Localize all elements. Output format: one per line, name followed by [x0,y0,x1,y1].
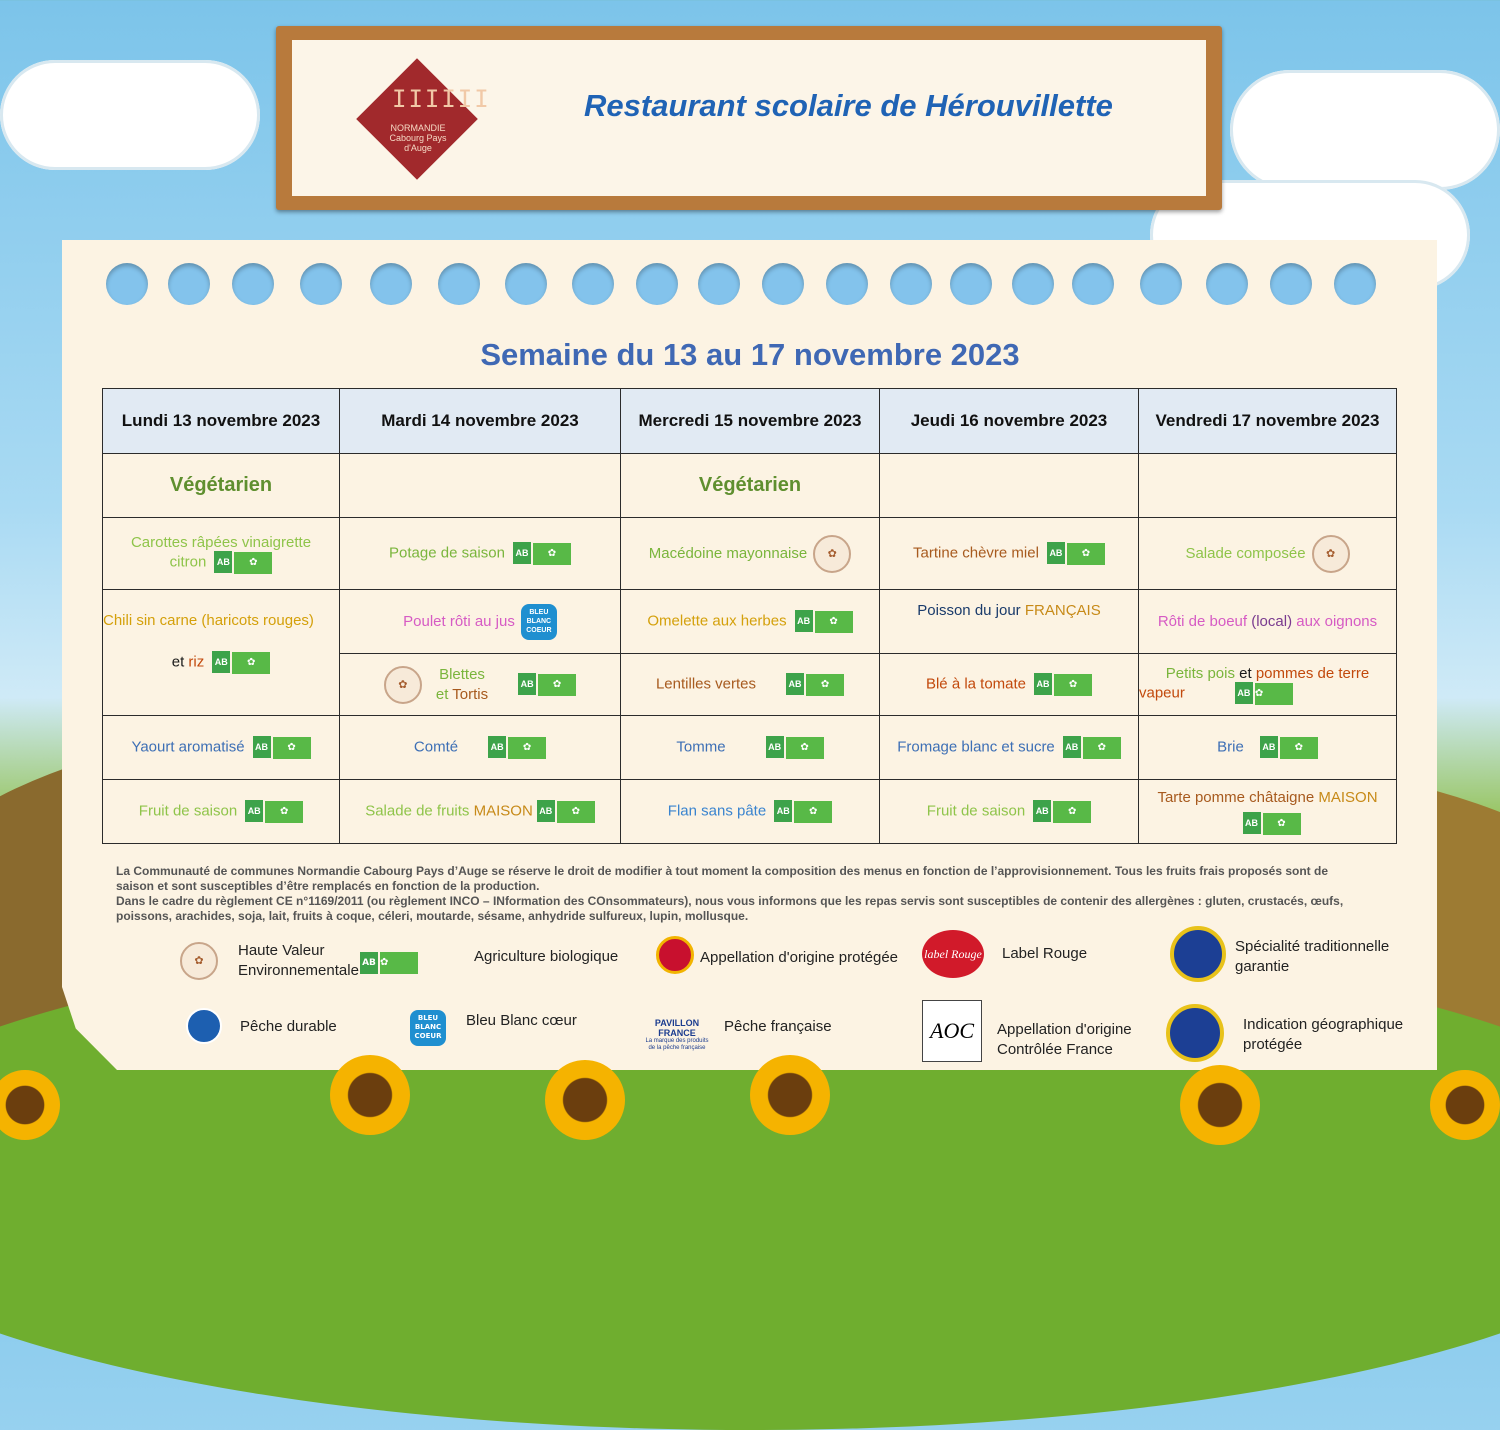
dish: Salade de fruits [365,802,470,820]
vegetarian-label [621,454,880,518]
binder-hole [636,263,678,305]
main-cell [1139,590,1397,654]
note-paragraph: La Communauté de communes Normandie Cabourg Pays d’Auge se réserve le droit de modifier à tout moment la composition des menus en fonction de l’approvisionnement. Tous les fruits frais proposés sont de saison et sont susceptibles d’être remplacés en fonction de la production. [116,864,1328,893]
binder-hole [232,263,274,305]
vegetarian-text: Végétarien [698,474,802,496]
ab-organic-icon: AB ✿ [360,950,418,974]
binder-hole [300,263,342,305]
dish: Rôti de boeuf [1157,613,1248,630]
dish: Fruit de saison [138,802,238,820]
dish: Tarte pomme châtaigne [1157,788,1315,806]
dessert-cell [1139,780,1397,844]
ab-organic-icon: AB ✿ [537,800,595,823]
dish: riz [188,652,205,670]
sunflower-icon [545,1060,625,1140]
ab-organic-icon: AB ✿ [1034,673,1092,696]
ab-organic-icon: AB ✿ [212,651,270,674]
legend-peche-durable: Pêche durable [240,1018,337,1035]
legend-hve: Haute Valeur Environnementale [238,942,359,979]
menu-table [102,388,1397,844]
title-board [276,26,1222,210]
empty-cell [1139,454,1397,518]
day-header: Mardi 14 novembre 2023 [340,389,621,454]
notes [116,864,1366,924]
dish: Poisson du jour [917,602,1021,619]
dish: pommes de terre [1255,664,1370,682]
empty-cell [880,454,1139,518]
main-cell [340,590,621,654]
ab-organic-icon: AB ✿ [1260,736,1318,759]
page-title: Restaurant scolaire de Hérouvillette [584,88,1113,123]
binder-hole [572,263,614,305]
table-row [103,716,1397,780]
binder-hole [698,263,740,305]
binder-hole [1334,263,1376,305]
dish: MAISON [473,802,533,820]
dish: Lentilles vertes [655,675,757,693]
dish: et [171,652,185,670]
binder-hole [762,263,804,305]
dish: vapeur [1139,683,1185,701]
binder-hole [106,263,148,305]
dish-line [1139,665,1396,682]
side-cell [621,654,880,716]
dish-line [1143,812,1392,835]
dish: Tomme [676,738,726,756]
dish: et [1239,664,1252,682]
dish: Petits pois [1165,664,1235,682]
dish: (local) [1251,613,1293,630]
dish-line [1139,682,1396,705]
ab-organic-icon: AB ✿ [513,542,571,565]
binder-hole [1012,263,1054,305]
ab-organic-icon: AB ✿ [253,736,311,759]
dish: et [435,685,449,703]
ab-organic-icon: AB ✿ [488,736,546,759]
sunflower-icon [1430,1070,1500,1140]
day-header: Mercredi 15 novembre 2023 [621,389,880,454]
dish-line [1143,789,1392,806]
binder-hole [168,263,210,305]
dish: Tartine chèvre miel [913,544,1039,562]
main-cell [621,590,880,654]
cloud [0,60,260,170]
side-cell [1139,654,1397,716]
ab-organic-icon: AB ✿ [774,800,832,823]
binder-hole [890,263,932,305]
dish: Brie [1217,738,1244,756]
day-header: Lundi 13 novembre 2023 [103,389,340,454]
dish: citron [169,552,207,570]
ab-organic-icon: AB ✿ [518,673,576,696]
peche-durable-icon [186,1008,222,1044]
note-paragraph: Dans le cadre du règlement CE n°1169/2011 (ou règlement INCO – INformation des COnsommateurs), nous vous informons que les repas servis sont susceptibles de contenir des allergènes : gluten, crustacés, œufs, poissons, arachides, soja, lait, fruits à coque, céleri, moutarde, sésame, anhydride sulfureux, lupin, mollusque. [116,894,1344,923]
legend-label-rouge: Label Rouge [1002,945,1088,962]
hve-icon: ✿ [180,942,218,980]
dish: aux oignons [1296,613,1378,630]
binder-hole [438,263,480,305]
binder-hole [1072,263,1114,305]
dessert-cell [880,780,1139,844]
table-row [103,518,1397,590]
binder-hole [826,263,868,305]
binder-hole [1270,263,1312,305]
normandie-logo-icon [356,58,478,180]
side-cell [340,654,621,716]
main-cell [103,590,340,716]
pavillon-france-icon: PAVILLON FRANCE La marque des produits de la pêche française [645,1018,709,1051]
ab-organic-icon: AB ✿ [1235,682,1293,705]
legend-aop: Appellation d'origine protégée [700,949,899,966]
dish: Comté [413,738,459,756]
binder-hole [1140,263,1182,305]
dish: Carottes râpées vinaigrette [130,533,312,551]
ab-organic-icon: AB ✿ [795,610,853,633]
binder-hole [950,263,992,305]
sunflower-icon [750,1055,830,1135]
label-rouge-icon: label Rouge [922,930,984,978]
vegetarian-label [103,454,340,518]
dish: Salade composée [1185,544,1306,562]
dish: Blettes [439,665,485,683]
hve-icon: ✿ [384,666,422,704]
igp-icon [1166,1004,1224,1062]
legend-bbc: Bleu Blanc cœur [466,1012,577,1029]
dish: Blé à la tomate [925,675,1027,693]
dessert-cell [340,780,621,844]
logo-text: NORMANDIE Cabourg Pays d'Auge [389,123,447,153]
ab-organic-icon: AB ✿ [766,736,824,759]
ab-organic-icon: AB ✿ [1243,812,1301,835]
logo-bars-icon: IIIIII [392,85,491,113]
ab-organic-icon: AB ✿ [786,673,844,696]
dish: Yaourt aromatisé [131,738,245,756]
dessert-cell [103,780,340,844]
dessert-cell [621,780,880,844]
legend-igp: Indication géographique protégée [1243,1016,1404,1053]
legend-peche-fr: Pêche française [724,1018,832,1035]
week-title: Semaine du 13 au 17 novembre 2023 [480,337,1020,372]
dish: Chili sin carne (haricots rouges) [103,611,314,629]
dairy-cell [621,716,880,780]
aop-icon [656,936,694,974]
dairy-cell [340,716,621,780]
dish: MAISON [1318,788,1378,806]
ab-organic-icon: AB ✿ [1063,736,1121,759]
binder-hole [505,263,547,305]
dish: Macédoine mayonnaise [648,544,808,562]
table-row [103,780,1397,844]
starter-cell [880,518,1139,590]
table-row [103,590,1397,654]
dish: Tortis [452,685,489,703]
dish: Potage de saison [389,544,505,562]
binder-hole [370,263,412,305]
vegetarian-text: Végétarien [169,474,273,496]
bleu-blanc-coeur-icon: BLEU BLANC COEUR [521,604,557,640]
hve-icon: ✿ [813,535,851,573]
starter-cell [103,518,340,590]
dairy-cell [1139,716,1397,780]
empty-cell [340,454,621,518]
legend-stg: Spécialité traditionnelle garantie [1235,938,1390,975]
starter-cell [1139,518,1397,590]
legend-ab: Agriculture biologique [474,948,619,965]
ab-organic-icon: AB ✿ [1033,800,1091,823]
ab-organic-icon: AB ✿ [214,551,272,574]
ab-organic-icon: AB ✿ [1047,542,1105,565]
dish: Fromage blanc et sucre [897,738,1055,756]
hve-icon: ✿ [1312,535,1350,573]
main-cell [880,590,1139,654]
legend-aoc: Appellation d'origine Contrôlée France [997,1021,1132,1058]
dish: Fruit de saison [926,802,1026,820]
stg-icon [1170,926,1226,982]
dish: FRANÇAIS [1024,602,1101,619]
bleu-blanc-coeur-icon: BLEU BLANC COEUR [410,1010,446,1046]
ab-organic-icon: AB ✿ [245,800,303,823]
dairy-cell [880,716,1139,780]
dish: Flan sans pâte [667,802,767,820]
dish: Poulet rôti au jus [403,612,515,630]
starter-cell [621,518,880,590]
aoc-icon: AOC [922,1000,982,1062]
side-cell [880,654,1139,716]
day-header: Jeudi 16 novembre 2023 [880,389,1139,454]
title-board-inner [292,40,1206,196]
day-header: Vendredi 17 novembre 2023 [1139,389,1397,454]
sunflower-icon [330,1055,410,1135]
binder-hole [1206,263,1248,305]
cloud [1230,70,1500,190]
dairy-cell [103,716,340,780]
starter-cell [340,518,621,590]
dish-line [107,551,335,574]
sunflower-icon [1180,1065,1260,1145]
table-row [103,454,1397,518]
dish-line [103,651,339,674]
table-header-row [103,389,1397,454]
dish: Omelette aux herbes [647,612,787,630]
